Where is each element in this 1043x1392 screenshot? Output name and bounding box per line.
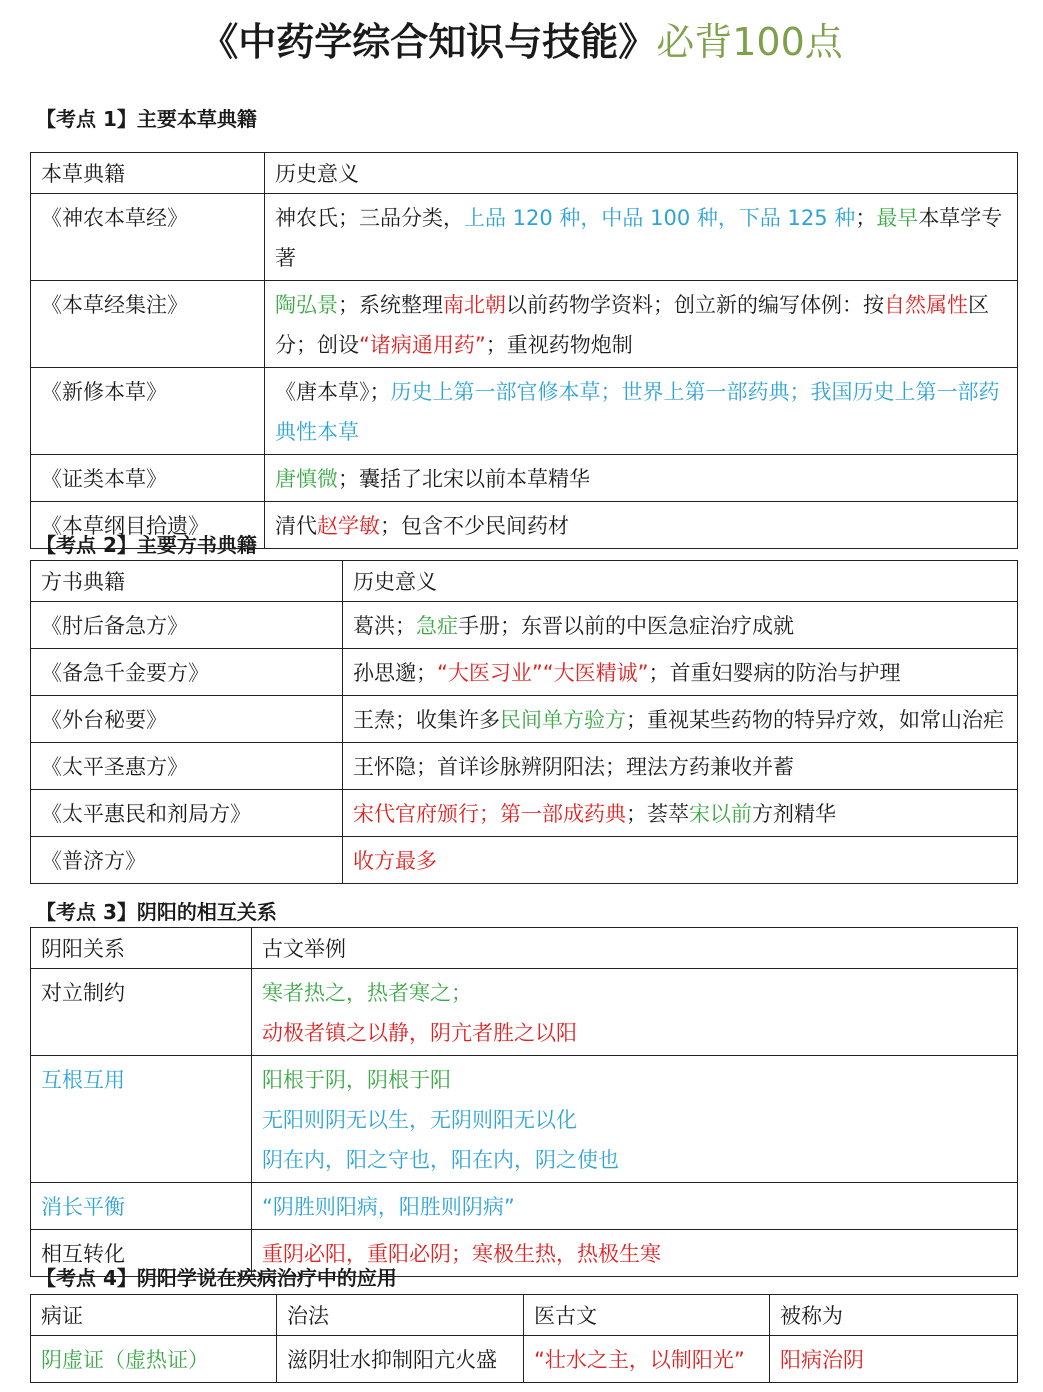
book-cell: 《本草纲目拾遗》 — [31, 502, 265, 549]
highlight-span: 历史上第一部官修本草；世界上第一部药典；我国历史上第一部药典性本草 — [275, 380, 1000, 444]
section-1-table — [30, 152, 1018, 549]
header-cell: 医古文 — [524, 1295, 770, 1336]
text-span: ；荟萃 — [626, 802, 689, 826]
example-line: 无阳则阴无以生，无阴则阳无以化 — [262, 1108, 577, 1132]
example-cell: “阴胜则阳病，阳胜则阴病” — [252, 1183, 1018, 1230]
book-cell: 《外台秘要》 — [31, 696, 343, 743]
table-row — [31, 1336, 1018, 1383]
header-cell: 阴阳关系 — [31, 928, 252, 969]
text-span: ；重视药物炮制 — [485, 333, 633, 357]
highlight-span: 南北朝 — [443, 293, 506, 317]
table-header-row — [31, 153, 1018, 194]
table-row — [31, 455, 1018, 502]
example-cell — [252, 1056, 1018, 1183]
book-cell: 《本草经集注》 — [31, 281, 265, 368]
highlight-span: 民间单方验方 — [500, 708, 626, 732]
section-4-table — [30, 1294, 1018, 1383]
meaning-cell — [265, 502, 1018, 549]
header-cell: 病证 — [31, 1295, 277, 1336]
text-span: 区分；创设 — [275, 293, 989, 357]
highlight-span: 宋代官府颁行；第一部成药典 — [353, 802, 626, 826]
section-1-heading: 【考点 1】主要本草典籍 — [36, 107, 257, 131]
table-header-row — [31, 928, 1018, 969]
text-span: ；包含不少民间药材 — [380, 514, 569, 538]
header-cell: 历史意义 — [265, 153, 1018, 194]
text-span: ；重视某些药物的特异疗效，如常山治疟 — [626, 708, 1004, 732]
table-row — [31, 649, 1018, 696]
title-main: 《中药学综合知识与技能》 — [200, 20, 657, 64]
text-span: 本草学专著 — [275, 206, 1003, 270]
text-span: 手册；东晋以前的中医急症治疗成就 — [458, 614, 794, 638]
table-row — [31, 969, 1018, 1056]
section-3-heading: 【考点 3】阴阳的相互关系 — [36, 900, 277, 924]
section-2-table — [30, 560, 1018, 884]
header-cell: 被称为 — [770, 1295, 1018, 1336]
syndrome-cell: 阴虚证（虚热证） — [31, 1336, 277, 1383]
table-row — [31, 790, 1018, 837]
meaning-cell — [265, 455, 1018, 502]
text-span: ；囊括了北宋以前本草精华 — [338, 467, 590, 491]
called-cell: 阳病治阴 — [770, 1336, 1018, 1383]
book-cell: 《太平圣惠方》 — [31, 743, 343, 790]
header-cell: 方书典籍 — [31, 561, 343, 602]
book-cell: 《神农本草经》 — [31, 194, 265, 281]
meaning-cell — [343, 649, 1018, 696]
highlight-span: 急症 — [416, 614, 458, 638]
relation-cell: 相互转化 — [31, 1230, 252, 1277]
meaning-cell: 王怀隐；首详诊脉辨阴阳法；理法方药兼收并蓄 — [343, 743, 1018, 790]
table-row — [31, 368, 1018, 455]
book-cell: 《备急千金要方》 — [31, 649, 343, 696]
highlight-span: 上品 120 种，中品 100 种，下品 125 种 — [464, 206, 856, 230]
relation-cell: 消长平衡 — [31, 1183, 252, 1230]
example-line: 阴在内，阳之守也，阳在内，阴之使也 — [262, 1148, 619, 1172]
book-cell: 《证类本草》 — [31, 455, 265, 502]
highlight-span: “大医习业”“大医精诚” — [437, 661, 649, 685]
meaning-cell — [265, 368, 1018, 455]
book-cell: 《肘后备急方》 — [31, 602, 343, 649]
relation-cell: 互根互用 — [31, 1056, 252, 1183]
section-4-heading: 【考点 4】阴阳学说在疾病治疗中的应用 — [36, 1266, 397, 1290]
example-line: 阳根于阴，阴根于阳 — [262, 1068, 451, 1092]
highlight-span: 陶弘景 — [275, 293, 338, 317]
text-span: 方剂精华 — [752, 802, 836, 826]
meaning-cell: 收方最多 — [343, 837, 1018, 884]
section-3-table — [30, 927, 1018, 1277]
highlight-span: 自然属性 — [884, 293, 968, 317]
table-row — [31, 696, 1018, 743]
treatment-cell: 滋阴壮水抑制阳亢火盛 — [277, 1336, 524, 1383]
text-span: ；首重妇婴病的防治与护理 — [648, 661, 901, 685]
section-2-heading: 【考点 2】主要方书典籍 — [36, 533, 257, 557]
meaning-cell — [343, 790, 1018, 837]
page-title — [0, 14, 1043, 70]
title-sub: 必背100点 — [656, 20, 843, 64]
book-cell: 《新修本草》 — [31, 368, 265, 455]
text-span: 葛洪； — [353, 614, 416, 638]
meaning-cell — [265, 281, 1018, 368]
table-row — [31, 837, 1018, 884]
text-span: 清代 — [275, 514, 317, 538]
highlight-span: 唐慎微 — [275, 467, 338, 491]
header-cell: 古文举例 — [252, 928, 1018, 969]
text-span: 以前药物学资料；创立新的编写体例：按 — [506, 293, 884, 317]
meaning-cell — [343, 696, 1018, 743]
table-row — [31, 194, 1018, 281]
classic-text-cell: “壮水之主，以制阳光” — [524, 1336, 770, 1383]
header-cell: 历史意义 — [343, 561, 1018, 602]
header-cell: 治法 — [277, 1295, 524, 1336]
highlight-span: “诸病通用药” — [359, 333, 486, 357]
text-span: 《唐本草》； — [275, 380, 391, 404]
table-row — [31, 743, 1018, 790]
table-row — [31, 281, 1018, 368]
highlight-span: 最早 — [876, 206, 919, 230]
header-cell: 本草典籍 — [31, 153, 265, 194]
text-span: 神农氏；三品分类， — [275, 206, 464, 230]
table-row — [31, 1183, 1018, 1230]
table-header-row — [31, 1295, 1018, 1336]
text-span: ； — [855, 206, 877, 230]
highlight-span: 赵学敏 — [317, 514, 380, 538]
table-header-row — [31, 561, 1018, 602]
example-line: 寒者热之，热者寒之； — [262, 981, 472, 1005]
example-line: 动极者镇之以静，阴亢者胜之以阳 — [262, 1021, 577, 1045]
example-cell: 重阴必阳，重阳必阴；寒极生热，热极生寒 — [252, 1230, 1018, 1277]
table-row — [31, 602, 1018, 649]
text-span: ；系统整理 — [338, 293, 443, 317]
table-row — [31, 1056, 1018, 1183]
meaning-cell — [265, 194, 1018, 281]
meaning-cell — [343, 602, 1018, 649]
book-cell: 《太平惠民和剂局方》 — [31, 790, 343, 837]
relation-cell: 对立制约 — [31, 969, 252, 1056]
text-span: 孙思邈； — [353, 661, 437, 685]
book-cell: 《普济方》 — [31, 837, 343, 884]
highlight-span: 宋以前 — [689, 802, 752, 826]
text-span: 王焘；收集许多 — [353, 708, 500, 732]
example-cell — [252, 969, 1018, 1056]
